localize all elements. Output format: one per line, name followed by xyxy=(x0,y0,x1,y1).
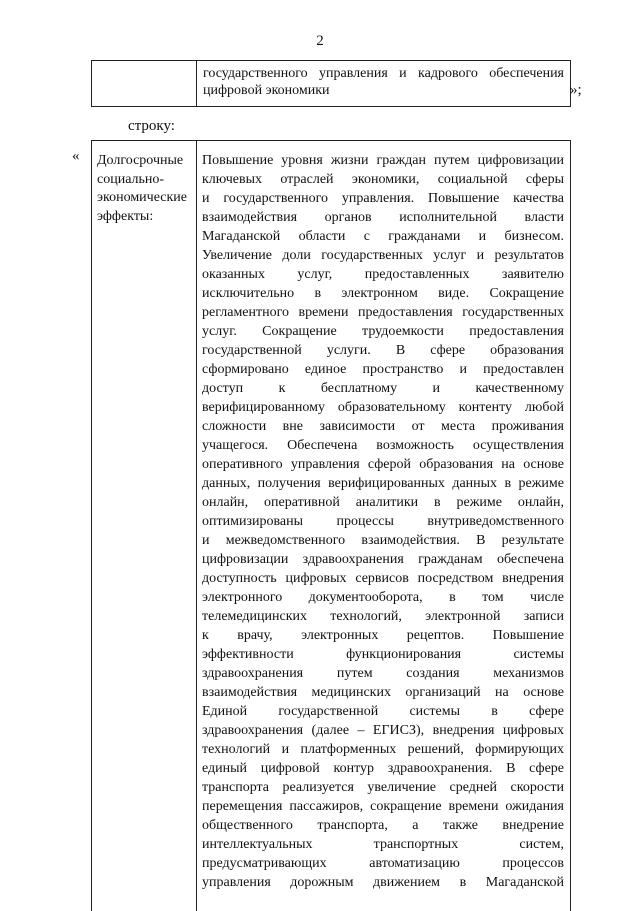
new-line-label: строку: xyxy=(128,118,175,134)
description-line: взаимодействия органов исполнительной власти xyxy=(202,210,564,225)
description-line: электронного документооборота, в том числе xyxy=(202,590,564,605)
description-line: регламентного времени предоставления государственных xyxy=(202,305,564,320)
description-line: доступ к бесплатному и качественному xyxy=(202,381,564,396)
description-line: и государственного управления. Повышение качества xyxy=(202,191,564,206)
description-line: взаимодействия медицинских организаций на основе xyxy=(202,685,564,700)
previous-row-text: государственного управления и кадрового обеспечения цифровой экономики xyxy=(203,66,564,98)
description-line: верифицированному образовательному контенту любой xyxy=(202,400,564,415)
description-line: сложности вне зависимости от места проживания xyxy=(202,419,564,434)
description-line: сформировано единое пространство и предоставлен xyxy=(202,362,564,377)
description-line: технологий и платформенных решений, формирующих xyxy=(202,742,564,757)
description-line: оптимизированы процессы внутриведомственного xyxy=(202,514,564,529)
description-line: Единой государственной системы в сфере xyxy=(202,704,564,719)
description-line: здравоохранения (далее – ЕГИСЗ), внедрения цифровых xyxy=(202,723,564,738)
description-line: услуг. Сокращение трудоемкости предоставления xyxy=(202,324,564,339)
description-line: общественного транспорта, а также внедрение xyxy=(202,818,564,833)
previous-row-empty-cell xyxy=(92,61,197,106)
description-line: оказанных услуг, предоставленных заявителю xyxy=(202,267,564,282)
description-line: телемедицинских технологий, электронной записи xyxy=(202,609,564,624)
description-line: цифровизации здравоохранения гражданам обеспечена xyxy=(202,552,564,567)
description-line: оперативного управления сферой образования на основе xyxy=(202,457,564,472)
previous-table-row xyxy=(91,60,571,107)
row-label-line: социально- xyxy=(97,171,165,187)
description-line: и межведомственного взаимодействия. В результате xyxy=(202,533,564,548)
description-line: транспорта реализуется увеличение средней скорости xyxy=(202,780,564,795)
description-line: интеллектуальных транспортных систем, xyxy=(202,837,564,852)
main-table-row xyxy=(91,140,571,911)
description-line: к врачу, электронных рецептов. Повышение xyxy=(202,628,564,643)
description-line: Повышение уровня жизни граждан путем цифровизации xyxy=(202,153,564,168)
description-line: онлайн, оперативной аналитики в режиме онлайн, xyxy=(202,495,564,510)
description-line: единый цифровой контур здравоохранения. В сфере xyxy=(202,761,564,776)
description-line: учащегося. Обеспечена возможность осуществления xyxy=(202,438,564,453)
description-line: ключевых отраслей экономики, социальной сферы xyxy=(202,172,564,187)
description-line: перемещения пассажиров, сокращение времени ожидания xyxy=(202,799,564,814)
description-line: Магаданской области с гражданами и бизнесом. xyxy=(202,229,564,244)
description-line: предусматривающих автоматизацию процессов xyxy=(202,856,564,871)
description-line: исключительно в электронном виде. Сокращение xyxy=(202,286,564,301)
row-label-line: экономические xyxy=(97,190,188,206)
page-number: 2 xyxy=(316,33,324,49)
description-line: управления дорожным движением в Магаданской xyxy=(202,875,564,890)
description-line: Увеличение доли государственных услуг и результатов xyxy=(202,248,564,263)
description-line: доступность цифровых сервисов посредством внедрения xyxy=(202,571,564,586)
opening-quote: « xyxy=(72,148,80,164)
row-label-line: Долгосрочные xyxy=(97,153,184,168)
closing-quote: »; xyxy=(570,82,582,98)
description-line: данных, получения верифицированных данных в режиме xyxy=(202,476,564,491)
label-cell xyxy=(92,141,197,911)
row-label xyxy=(97,152,195,226)
row-label-line: эффекты: xyxy=(97,208,154,224)
description-line: здравоохранения путем создания механизмов xyxy=(202,666,564,681)
description-line: государственной услуги. В сфере образования xyxy=(202,343,564,358)
description-line: эффективности функционирования системы xyxy=(202,647,564,662)
